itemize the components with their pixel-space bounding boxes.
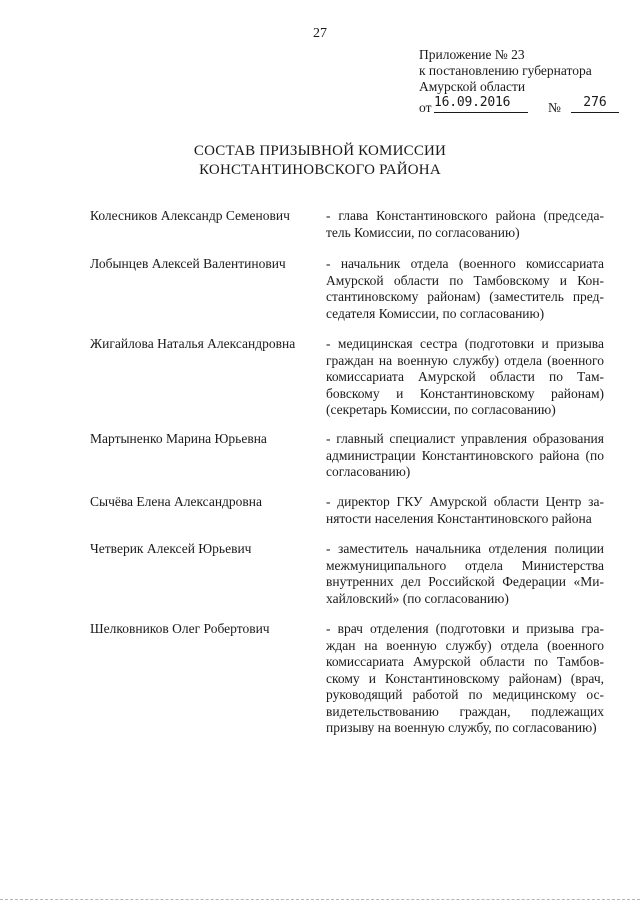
- member-role: - начальник отдела (военного комиссариата Амурской области по Тамбовскому и Константиновскому районам) (заместитель председателя Комиссии, по согласованию): [326, 256, 604, 321]
- page-bottom-edge: [0, 899, 640, 900]
- member-role: - заместитель начальника отделения полиции межмуниципального отдела Министерства внутренних дел Российской Федерации «Михайловский» (по согласованию): [326, 541, 604, 606]
- appendix-line-1: Приложение № 23: [419, 47, 525, 62]
- member-name: Лобынцев Алексей Валентинович: [90, 256, 286, 271]
- member-role: - директор ГКУ Амурской области Центр занятости населения Константиновского района: [326, 494, 604, 526]
- member-name: Мартыненко Марина Юрьевна: [90, 431, 267, 446]
- member-name: Шелковников Олег Робертович: [90, 621, 270, 636]
- appendix-line-3: Амурской области: [419, 79, 526, 94]
- appendix-line-2: к постановлению губернатора: [419, 63, 592, 78]
- document-date: 16.09.2016: [434, 95, 528, 113]
- document-number: 276: [571, 95, 619, 113]
- member-role: - глава Константиновского района (председатель Комиссии, по согласованию): [326, 208, 604, 240]
- member-role: - главный специалист управления образования администрации Константиновского района (по согласованию): [326, 431, 604, 479]
- number-prefix: №: [548, 100, 561, 115]
- title-line-1: СОСТАВ ПРИЗЫВНОЙ КОМИССИИ: [193, 143, 447, 159]
- member-name: Сычёва Елена Александровна: [90, 494, 263, 509]
- member-name: Колесников Александр Семенович: [90, 208, 290, 223]
- member-role: - медицинская сестра (подготовки и призыва граждан на военную службу) отдела (военного комиссариата Амурской области по Тамбовскому и Константиновскому районам) (секретарь Комиссии, по согласованию): [326, 336, 604, 417]
- member-name: Четверик Алексей Юрьевич: [90, 541, 252, 556]
- date-prefix: от: [419, 100, 432, 115]
- member-role: - врач отделения (подготовки и призыва граждан на военную службу) отдела (военного комиссариата Амурской области по Тамбовскому и Константиновскому районам) (врач, руководящий работой по медицинскому освидетельствованию граждан, подлежащих призыву на военную службу, по согласованию): [326, 621, 604, 735]
- appendix-header: [419, 47, 619, 114]
- document-title: [0, 142, 640, 180]
- appendix-date-row: [419, 96, 619, 114]
- title-line-2: КОНСТАНТИНОВСКОГО РАЙОНА: [199, 162, 441, 178]
- page-number: 27: [313, 26, 327, 41]
- member-name: Жигайлова Наталья Александровна: [90, 336, 296, 351]
